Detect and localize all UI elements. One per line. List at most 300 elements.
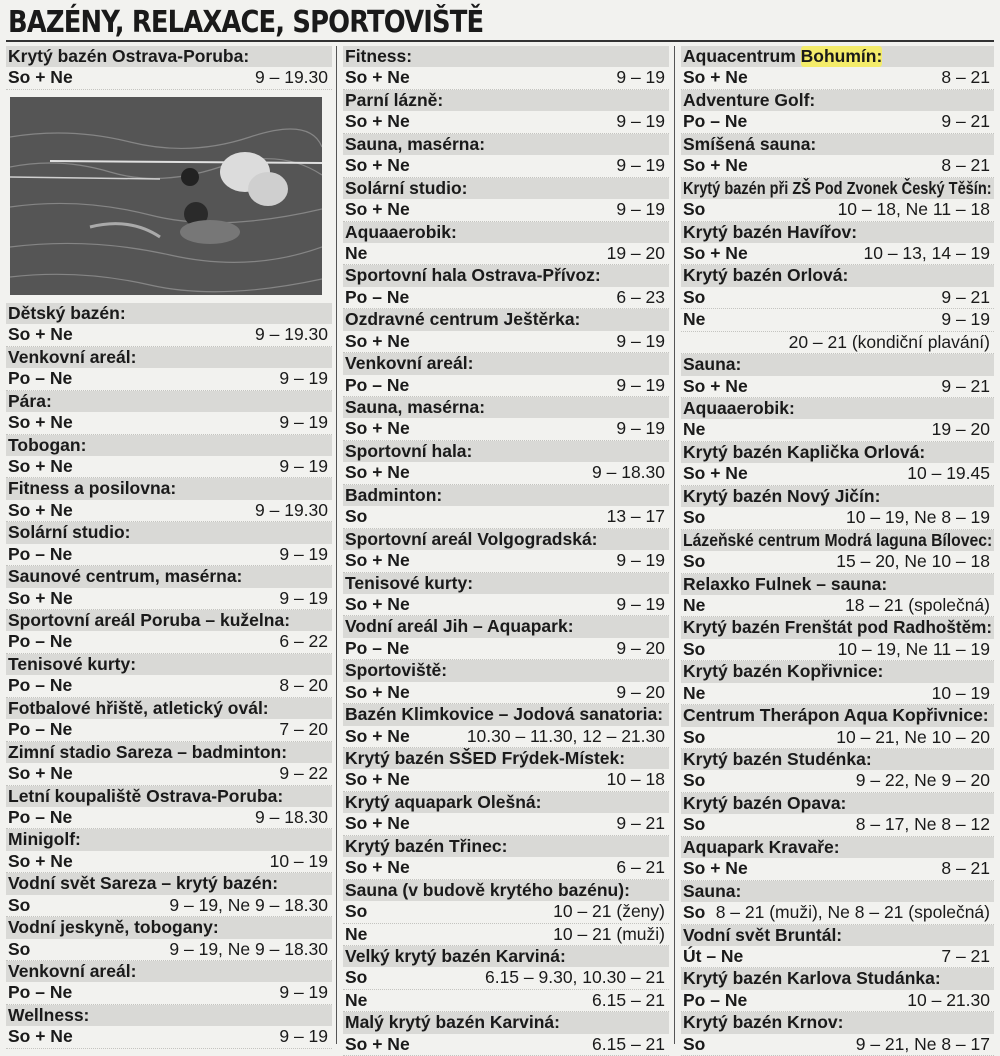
schedule-days: Po – Ne bbox=[8, 543, 73, 564]
column-divider bbox=[674, 46, 675, 1044]
venue-name: Centrum Therápon Aqua Kopřivnice: bbox=[683, 705, 989, 726]
schedule-row bbox=[681, 639, 994, 661]
venue-heading bbox=[6, 829, 332, 850]
venue-name: Sportovní areál Poruba – kuželna: bbox=[8, 610, 291, 630]
schedule-days: So bbox=[683, 814, 706, 835]
highlighted-town: Bohumín: bbox=[800, 46, 883, 66]
venue-heading bbox=[6, 478, 332, 499]
schedule-days: So + Ne bbox=[345, 813, 410, 834]
schedule-times: 9 – 19 bbox=[616, 418, 665, 439]
schedule-times: 9 – 18.30 bbox=[255, 806, 328, 827]
schedule-days: So bbox=[683, 902, 706, 923]
venue-heading bbox=[343, 134, 669, 155]
schedule-row bbox=[6, 368, 332, 390]
schedule-times: 9 – 22 bbox=[279, 763, 328, 784]
venue-heading bbox=[6, 698, 332, 719]
schedule-row bbox=[681, 507, 994, 529]
schedule-days: Ne bbox=[683, 419, 706, 440]
venue-name: Aquapark Kravaře: bbox=[683, 836, 840, 857]
schedule-times: 9 – 20 bbox=[616, 637, 665, 658]
schedule-times: 6.15 – 21 bbox=[592, 1033, 665, 1054]
schedule-row bbox=[343, 726, 669, 748]
venue-heading bbox=[681, 837, 994, 858]
venue-heading bbox=[681, 530, 994, 551]
schedule-row bbox=[343, 331, 669, 353]
venue-name: Solární studio: bbox=[345, 177, 468, 198]
venue-heading bbox=[6, 917, 332, 938]
schedule-row bbox=[681, 243, 994, 265]
venue-heading bbox=[681, 881, 994, 902]
venue-heading bbox=[343, 397, 669, 418]
venue-name: Krytý bazén Nový Jičín: bbox=[683, 485, 881, 506]
venue-heading bbox=[681, 90, 994, 111]
schedule-times: 8 – 21 bbox=[941, 858, 990, 879]
schedule-row bbox=[681, 155, 994, 177]
venue-heading bbox=[681, 178, 994, 199]
schedule-row bbox=[681, 814, 994, 836]
schedule-times: 9 – 19 bbox=[279, 412, 328, 433]
schedule-days: So + Ne bbox=[8, 763, 73, 784]
schedule-times: 7 – 20 bbox=[279, 719, 328, 740]
schedule-times: 9 – 21 bbox=[941, 111, 990, 132]
venue-heading bbox=[343, 529, 669, 550]
venue-name: Sauna, masérna: bbox=[345, 397, 486, 417]
venue-name: Krytý bazén při ZŠ Pod Zvonek Český Těšín: bbox=[683, 177, 992, 198]
schedule-days: Ne bbox=[345, 923, 368, 944]
schedule-column-1 bbox=[6, 46, 332, 1049]
schedule-row bbox=[343, 111, 669, 133]
schedule-row bbox=[6, 719, 332, 741]
schedule-days: So + Ne bbox=[345, 67, 410, 88]
schedule-row bbox=[6, 851, 332, 873]
venue-heading bbox=[343, 792, 669, 813]
venue-heading bbox=[343, 660, 669, 681]
venue-name: Tobogan: bbox=[8, 434, 87, 455]
schedule-times: 9 – 19 bbox=[616, 330, 665, 351]
schedule-row bbox=[6, 631, 332, 653]
venue-heading bbox=[6, 303, 332, 324]
schedule-row bbox=[681, 770, 994, 792]
schedule-days: So + Ne bbox=[345, 593, 410, 614]
schedule-times: 10 – 19 bbox=[931, 682, 990, 703]
schedule-days: So + Ne bbox=[345, 725, 410, 746]
schedule-row bbox=[681, 858, 994, 880]
schedule-days: So + Ne bbox=[345, 857, 410, 878]
schedule-times: 9 – 19 bbox=[279, 1026, 328, 1047]
schedule-times: 9 – 19 bbox=[279, 368, 328, 389]
schedule-row bbox=[681, 309, 994, 331]
schedule-days: So + Ne bbox=[8, 850, 73, 871]
schedule-times: 9 – 21, Ne 8 – 17 bbox=[855, 1033, 990, 1054]
schedule-days: Po – Ne bbox=[345, 286, 410, 307]
schedule-times: 9 – 19.30 bbox=[255, 324, 328, 345]
schedule-times: 9 – 21 bbox=[941, 286, 990, 307]
page-title: BAZÉNY, RELAXACE, SPORTOVIŠTĚ bbox=[8, 5, 484, 40]
venue-name: Vodní jeskyně, tobogany: bbox=[8, 917, 219, 938]
schedule-times: 8 – 21 (muži), Ne 8 – 21 (společná) bbox=[715, 902, 990, 923]
schedule-times: 9 – 19 bbox=[279, 982, 328, 1003]
column-divider bbox=[336, 46, 337, 1044]
venue-name: Krytý bazén SŠED Frýdek-Místek: bbox=[345, 748, 626, 768]
venue-name: Badminton: bbox=[345, 484, 443, 505]
venue-heading bbox=[343, 178, 669, 199]
venue-heading bbox=[681, 354, 994, 375]
venue-name: Aquaaerobik: bbox=[683, 398, 795, 418]
schedule-row bbox=[681, 595, 994, 617]
schedule-days: Po – Ne bbox=[345, 637, 410, 658]
schedule-days: So + Ne bbox=[345, 330, 410, 351]
schedule-row bbox=[681, 990, 994, 1012]
schedule-times: 6 – 21 bbox=[616, 857, 665, 878]
schedule-times: 9 – 18.30 bbox=[592, 462, 665, 483]
schedule-times: 9 – 19, Ne 9 – 18.30 bbox=[169, 938, 328, 959]
venue-heading bbox=[681, 925, 994, 946]
venue-heading bbox=[6, 347, 332, 368]
schedule-times: 9 – 19 bbox=[616, 374, 665, 395]
venue-heading bbox=[681, 442, 994, 463]
schedule-times: 8 – 17, Ne 8 – 12 bbox=[855, 814, 990, 835]
schedule-days: So bbox=[683, 638, 706, 659]
schedule-days: So + Ne bbox=[8, 412, 73, 433]
venue-heading bbox=[6, 742, 332, 763]
schedule-row bbox=[681, 199, 994, 221]
venue-name: Sauna (v budově krytého bazénu): bbox=[345, 879, 630, 900]
venue-heading bbox=[343, 836, 669, 857]
venue-heading bbox=[681, 617, 994, 638]
title-rule bbox=[6, 40, 994, 42]
schedule-times: 6 – 22 bbox=[279, 631, 328, 652]
venue-heading bbox=[343, 441, 669, 462]
venue-name: Krytý bazén Opava: bbox=[683, 792, 847, 813]
schedule-times: 9 – 19 bbox=[616, 199, 665, 220]
venue-heading bbox=[681, 486, 994, 507]
schedule-days: So + Ne bbox=[683, 155, 748, 176]
venue-name: Fotbalové hřiště, atletický ovál: bbox=[8, 697, 269, 718]
venue-heading bbox=[343, 485, 669, 506]
schedule-row bbox=[681, 463, 994, 485]
schedule-row bbox=[6, 763, 332, 785]
venue-name: Fitness: bbox=[345, 46, 413, 66]
venue-name: Aquaaerobik: bbox=[345, 221, 457, 242]
schedule-row bbox=[343, 901, 669, 923]
schedule-times: 9 – 19 bbox=[616, 550, 665, 571]
schedule-times: 10 – 21 (muži) bbox=[553, 923, 665, 944]
schedule-days: So + Ne bbox=[8, 455, 73, 476]
schedule-days: So bbox=[683, 1033, 706, 1054]
schedule-times: 6.15 – 21 bbox=[592, 989, 665, 1010]
schedule-times: 20 – 21 (kondiční plavání) bbox=[788, 331, 990, 352]
schedule-days: Po – Ne bbox=[8, 982, 73, 1003]
schedule-days: So + Ne bbox=[345, 1033, 410, 1054]
schedule-days: Po – Ne bbox=[8, 631, 73, 652]
schedule-times: 10 – 13, 14 – 19 bbox=[863, 242, 990, 263]
schedule-days: So + Ne bbox=[683, 67, 748, 88]
venue-heading bbox=[6, 654, 332, 675]
schedule-days: Ne bbox=[345, 242, 368, 263]
schedule-times: 9 – 21 bbox=[616, 813, 665, 834]
venue-heading bbox=[681, 793, 994, 814]
venue-name: Ozdravné centrum Ještěrka: bbox=[345, 309, 581, 330]
venue-heading bbox=[343, 90, 669, 111]
venue-name: Krytý bazén Kaplička Orlová: bbox=[683, 441, 926, 462]
venue-heading bbox=[343, 616, 669, 637]
schedule-times: 9 – 19 bbox=[616, 67, 665, 88]
schedule-times: 9 – 19, Ne 9 – 18.30 bbox=[169, 894, 328, 915]
schedule-days: So + Ne bbox=[345, 155, 410, 176]
schedule-times: 19 – 20 bbox=[931, 419, 990, 440]
venue-name: Fitness a posilovna: bbox=[8, 478, 177, 499]
schedule-row bbox=[6, 500, 332, 522]
venue-name: Sauna, masérna: bbox=[345, 133, 486, 154]
schedule-row bbox=[343, 924, 669, 946]
schedule-days: So bbox=[345, 506, 368, 527]
venue-name: Sportovní hala: bbox=[345, 440, 473, 461]
schedule-times: 9 – 21 bbox=[941, 375, 990, 396]
schedule-times: 8 – 20 bbox=[279, 675, 328, 696]
venue-heading bbox=[343, 748, 669, 769]
schedule-row bbox=[343, 857, 669, 879]
schedule-days: So bbox=[683, 286, 706, 307]
venue-name: Krytý bazén Kopřivnice: bbox=[683, 661, 884, 682]
schedule-row bbox=[343, 375, 669, 397]
schedule-row bbox=[681, 727, 994, 749]
schedule-row bbox=[6, 544, 332, 566]
venue-heading bbox=[6, 435, 332, 456]
venue-name: Smíšená sauna: bbox=[683, 133, 817, 154]
schedule-row bbox=[681, 683, 994, 705]
schedule-days: Ne bbox=[683, 309, 706, 330]
schedule-days: So bbox=[8, 894, 31, 915]
venue-name: Minigolf: bbox=[8, 829, 81, 850]
venue-name: Dětský bazén: bbox=[8, 302, 126, 323]
schedule-times: 9 – 19 bbox=[616, 155, 665, 176]
schedule-times: 10 – 18 bbox=[606, 769, 665, 790]
schedule-times: 10 – 19 bbox=[269, 850, 328, 871]
schedule-times: 10 – 21, Ne 10 – 20 bbox=[836, 726, 990, 747]
venue-name: Krytý aquapark Olešná: bbox=[345, 791, 542, 812]
schedule-column-2 bbox=[343, 46, 669, 1056]
venue-name: Sportoviště: bbox=[345, 660, 448, 681]
pool-photo bbox=[10, 97, 322, 295]
venue-heading bbox=[6, 786, 332, 807]
schedule-times: 8 – 21 bbox=[941, 67, 990, 88]
schedule-days: Po – Ne bbox=[8, 675, 73, 696]
venue-heading bbox=[681, 134, 994, 155]
venue-heading bbox=[6, 961, 332, 982]
schedule-row bbox=[6, 324, 332, 346]
schedule-days: So + Ne bbox=[683, 858, 748, 879]
venue-heading bbox=[681, 1012, 994, 1033]
venue-heading bbox=[681, 265, 994, 286]
venue-heading bbox=[343, 946, 669, 967]
venue-name: Lázeňské centrum Modrá laguna Bílovec: bbox=[683, 529, 993, 550]
schedule-row bbox=[343, 990, 669, 1012]
venue-name: Vodní areál Jih – Aquapark: bbox=[345, 616, 574, 637]
venue-heading bbox=[681, 661, 994, 682]
venue-name: Adventure Golf: bbox=[683, 89, 816, 110]
venue-heading bbox=[343, 704, 669, 725]
venue-name: Sportovní hala Ostrava-Přívoz: bbox=[345, 265, 601, 286]
schedule-days: So + Ne bbox=[345, 199, 410, 220]
schedule-days: So + Ne bbox=[345, 550, 410, 571]
schedule-days: So + Ne bbox=[683, 463, 748, 484]
venue-name: Vodní svět Sareza – krytý bazén: bbox=[8, 873, 279, 894]
venue-name: Letní koupaliště Ostrava-Poruba: bbox=[8, 785, 284, 806]
schedule-days: So + Ne bbox=[345, 418, 410, 439]
venue-name: Velký krytý bazén Karviná: bbox=[345, 945, 566, 966]
schedule-times: 9 – 22, Ne 9 – 20 bbox=[855, 770, 990, 791]
venue-heading bbox=[343, 309, 669, 330]
schedule-days: So bbox=[345, 901, 368, 922]
schedule-row bbox=[343, 462, 669, 484]
schedule-row bbox=[6, 412, 332, 434]
schedule-times: 10 – 21.30 bbox=[907, 989, 990, 1010]
schedule-row bbox=[6, 588, 332, 610]
venue-heading bbox=[6, 610, 332, 631]
schedule-times: 10 – 21 (ženy) bbox=[553, 901, 665, 922]
venue-name: Bazén Klimkovice – Jodová sanatoria: bbox=[345, 704, 664, 725]
schedule-times: 6.15 – 9.30, 10.30 – 21 bbox=[484, 967, 665, 988]
schedule-times: 10 – 18, Ne 11 – 18 bbox=[837, 199, 990, 220]
schedule-days: So + Ne bbox=[8, 67, 73, 88]
venue-name: Krytý bazén Třinec: bbox=[345, 835, 508, 856]
schedule-days: So + Ne bbox=[345, 681, 410, 702]
schedule-times: 10 – 19, Ne 8 – 19 bbox=[846, 507, 990, 528]
schedule-row bbox=[681, 111, 994, 133]
venue-name: Krytý bazén Havířov: bbox=[683, 221, 858, 242]
venue-heading bbox=[343, 353, 669, 374]
venue-name: Venkovní areál: bbox=[345, 353, 474, 374]
schedule-times: 7 – 21 bbox=[941, 945, 990, 966]
schedule-row bbox=[343, 67, 669, 89]
venue-name: Relaxko Fulnek – sauna: bbox=[683, 573, 888, 594]
schedule-days: So + Ne bbox=[683, 375, 748, 396]
schedule-days: So bbox=[8, 938, 31, 959]
venue-heading bbox=[681, 705, 994, 726]
schedule-row bbox=[343, 638, 669, 660]
venue-heading bbox=[6, 873, 332, 894]
schedule-row bbox=[6, 982, 332, 1004]
venue-name: Sportovní areál Volgogradská: bbox=[345, 528, 598, 549]
venue-name: Wellness: bbox=[8, 1004, 90, 1025]
schedule-row bbox=[6, 67, 332, 89]
schedule-days: Po – Ne bbox=[345, 374, 410, 395]
venue-name: Solární studio: bbox=[8, 522, 131, 543]
schedule-row bbox=[681, 419, 994, 441]
schedule-column-3 bbox=[681, 46, 994, 1056]
schedule-times: 9 – 19 bbox=[616, 593, 665, 614]
schedule-row bbox=[6, 807, 332, 829]
schedule-row bbox=[681, 287, 994, 309]
schedule-row bbox=[343, 813, 669, 835]
schedule-days: Ne bbox=[683, 594, 706, 615]
schedule-row bbox=[6, 939, 332, 961]
schedule-times: 9 – 19 bbox=[616, 111, 665, 132]
schedule-days: So + Ne bbox=[8, 587, 73, 608]
venue-heading bbox=[343, 1012, 669, 1033]
schedule-row bbox=[343, 769, 669, 791]
schedule-days: Po – Ne bbox=[8, 719, 73, 740]
schedule-days: Ne bbox=[345, 989, 368, 1010]
schedule-times: 13 – 17 bbox=[606, 506, 665, 527]
venue-heading bbox=[681, 749, 994, 770]
schedule-row bbox=[343, 243, 669, 265]
schedule-days: Po – Ne bbox=[683, 111, 748, 132]
schedule-times: 6 – 23 bbox=[616, 286, 665, 307]
venue-name: Sauna: bbox=[683, 880, 742, 901]
venue-heading bbox=[6, 522, 332, 543]
venue-name: Krytý bazén Orlová: bbox=[683, 265, 849, 286]
venue-heading bbox=[343, 222, 669, 243]
venue-name: Venkovní areál: bbox=[8, 961, 137, 981]
venue-name: Saunové centrum, masérna: bbox=[8, 566, 243, 587]
schedule-row bbox=[343, 550, 669, 572]
schedule-days: So + Ne bbox=[345, 769, 410, 790]
venue-heading bbox=[681, 46, 994, 67]
venue-name: Vodní svět Bruntál: bbox=[683, 924, 843, 945]
venue-heading bbox=[343, 46, 669, 67]
schedule-row bbox=[343, 1034, 669, 1056]
schedule-row bbox=[6, 895, 332, 917]
venue-heading bbox=[343, 880, 669, 901]
schedule-days: So + Ne bbox=[345, 111, 410, 132]
schedule-row bbox=[343, 506, 669, 528]
venue-heading bbox=[6, 1005, 332, 1026]
schedule-days: So bbox=[345, 967, 368, 988]
schedule-row bbox=[6, 456, 332, 478]
schedule-times: 10 – 19.45 bbox=[907, 463, 990, 484]
schedule-days: So + Ne bbox=[8, 324, 73, 345]
schedule-days: So + Ne bbox=[345, 462, 410, 483]
schedule-days: So bbox=[683, 551, 706, 572]
schedule-row bbox=[681, 551, 994, 573]
schedule-times: 9 – 19 bbox=[941, 309, 990, 330]
schedule-row bbox=[343, 418, 669, 440]
venue-name: Krytý bazén Ostrava-Poruba: bbox=[8, 46, 250, 66]
schedule-times: 9 – 19.30 bbox=[255, 499, 328, 520]
schedule-days: So bbox=[683, 507, 706, 528]
schedule-days: So bbox=[683, 199, 706, 220]
schedule-row bbox=[343, 967, 669, 989]
venue-heading bbox=[343, 573, 669, 594]
venue-name: Krytý bazén Studénka: bbox=[683, 749, 872, 769]
venue-heading bbox=[6, 46, 332, 67]
schedule-row bbox=[343, 594, 669, 616]
schedule-days: Út – Ne bbox=[683, 945, 744, 966]
venue-name: Krytý bazén Frenštát pod Radhoštěm: bbox=[683, 617, 993, 638]
venue-heading bbox=[681, 968, 994, 989]
schedule-row bbox=[681, 902, 994, 924]
schedule-row bbox=[681, 67, 994, 89]
venue-heading bbox=[681, 398, 994, 419]
venue-name: Tenisové kurty: bbox=[8, 653, 137, 674]
schedule-times: 10.30 – 11.30, 12 – 21.30 bbox=[466, 725, 665, 746]
schedule-days: So bbox=[683, 770, 706, 791]
schedule-row bbox=[343, 199, 669, 221]
schedule-row bbox=[681, 946, 994, 968]
schedule-times: 9 – 19 bbox=[279, 587, 328, 608]
swimmers-in-pool-photo bbox=[10, 97, 322, 295]
schedule-row bbox=[681, 332, 994, 354]
venue-name: Krytý bazén Karlova Studánka: bbox=[683, 968, 941, 989]
schedule-times: 10 – 19, Ne 11 – 19 bbox=[837, 638, 990, 659]
venue-name: Parní lázně: bbox=[345, 89, 444, 110]
venue-name: Sauna: bbox=[683, 354, 742, 375]
schedule-times: 9 – 19 bbox=[279, 455, 328, 476]
venue-heading bbox=[343, 265, 669, 286]
venue-name: Zimní stadio Sareza – badminton: bbox=[8, 741, 288, 762]
venue-name: Aquacentrum Bohumín: bbox=[683, 46, 883, 66]
